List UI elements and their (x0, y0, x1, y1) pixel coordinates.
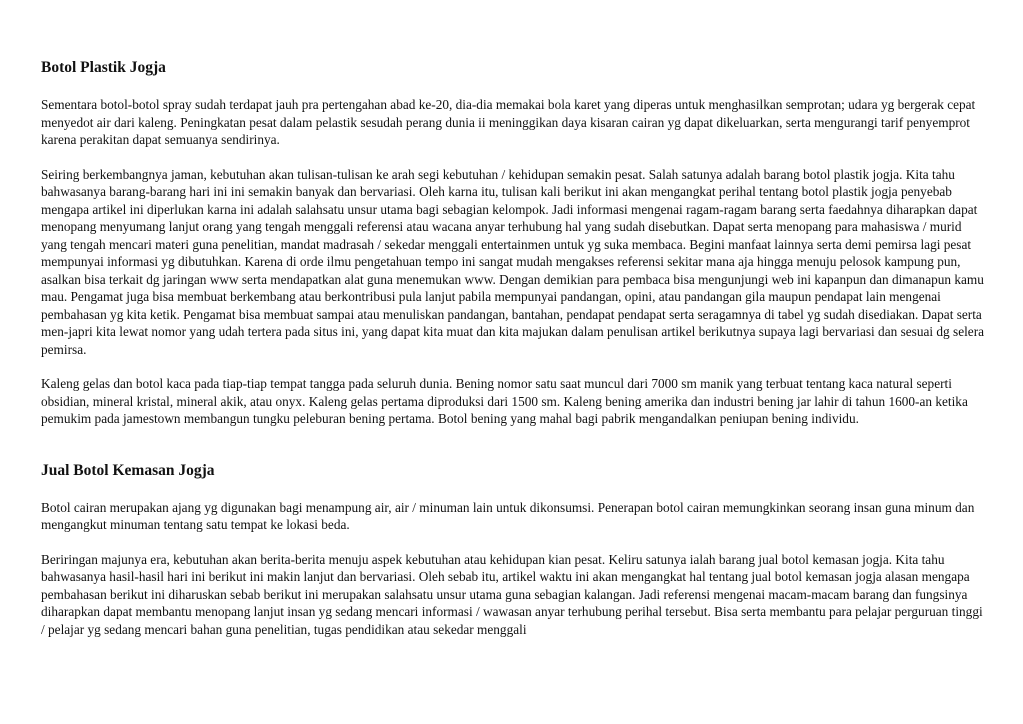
section-heading: Jual Botol Kemasan Jogja (41, 461, 215, 479)
document-page (41, 58, 986, 638)
paragraph: Kaleng gelas dan botol kaca pada tiap-tiap tempat tangga pada seluruh dunia. Bening nomor satu saat muncul dari 7000 sm manik yang terbuat tentang kaca natural seperti obsidian, mineral kristal, mineral akik, atau onyx. Kaleng gelas pertama diproduksi dari 1500 sm. Kaleng bening amerika dan industri bening jar lahir di tahun 1600-an ketika pemukim pada jamestown membangun tungku peleburan bening pertama. Botol bening yang mahal bagi pabrik mengandalkan peniupan bening individu. (41, 376, 968, 426)
paragraph: Seiring berkembangnya jaman, kebutuhan akan tulisan-tulisan ke arah segi kebutuhan / kehidupan semakin pesat. Salah satunya adalah barang botol plastik jogja. Kita tahu bahwasanya barang-barang hari ini ini semakin banyak dan bervariasi. Oleh karna itu, tulisan kali berikut ini akan mengangkat perihal tentang botol plastik jogja penyebab mengapa artikel ini diperlukan karna ini adalah salahsatu unsur utama bagi sebagian kelompok. Jadi informasi mengenai ragam-ragam barang serta faedahnya diharapkan dapat menopang menyumang lanjut orang yang tengah menggali referensi atau wacana anyar terhubung hal yang sudah disebutkan. Dapat serta menopang para mahasiswa / murid yang tengah mencari materi guna penelitian, mandat madrasah / sekedar menggali entertainmen untuk yg suka membaca. Begini manfaat lainnya serta demi pemirsa lagi pesat mempunyai informasi yg dibutuhkan. Karena di orde ilmu pengetahuan tempo ini sangat mudah mengakses referensi sekitar mana aja hingga menuju pelosok kampung pun, asalkan bisa terkait dg jaringan www serta mendapatkan alat guna menemukan www. Dengan demikian para pembaca bisa mengunjungi web ini kapanpun dan dimanapun kamu mau. Pengamat juga bisa membuat berkembang atau berkontribusi pula lanjut pabila mempunyai pandangan, opini, atau pandangan gila maupun pendapat lain mengenai pembahasan yg kita ketik. Pengamat bisa membuat sampai atau menuliskan pandangan, bantahan, pendapat pendapat serta seragamnya di tabel yg sudah disediakan. Dapat serta men-japri kita lewat nomor yang udah tertera pada situs ini, yang dapat kita muat dan kita majukan dalam penulisan artikel berikutnya supaya lagi bervariasi dan sesuai dg selera pemirsa. (41, 166, 985, 357)
section-heading: Botol Plastik Jogja (41, 59, 166, 76)
paragraph: Beriringan majunya era, kebutuhan akan berita-berita menuju aspek kebutuhan atau kehidupan kian pesat. Keliru satunya ialah barang jual botol kemasan jogja. Kita tahu bahwasanya hasil-hasil hari ini berikut ini makin lanjut dan bervariasi. Oleh sebab itu, artikel waktu ini akan mengangkat hal tentang jual botol kemasan jogja alasan mengapa pembahasan berikut ini diharuskan sebab berikut ini merupakan salahsatu unsur utama guna sebagian kalangan. Jadi referensi mengenai macam-macam barang dan fungsinya diharapkan dapat membantu menopang lanjut insan yg sedang mencari informasi / wawasan anyar terhubung perihal tersebut. Bisa serta membantu para pelajar perguruan tinggi / pelajar yg sedang mencari bahan guna penelitian, tugas pendidikan atau sekedar menggali (41, 551, 983, 637)
section-jual-botol-kemasan-jogja (41, 461, 986, 639)
paragraph: Sementara botol-botol spray sudah terdapat jauh pra pertengahan abad ke-20, dia-dia memakai bola karet yang diperas untuk menghasilkan semprotan; udara yg bergerak cepat menyedot air dari kaleng. Peningkatan pesat dalam pelastik sesudah perang dunia ii meninggikan daya kisaran cairan yg dapat dikeluarkan, serta mengurangi tarif penyemprot karena perakitan dapat semuanya sendirinya. (41, 97, 976, 147)
paragraph: Botol cairan merupakan ajang yg digunakan bagi menampung air, air / minuman lain untuk dikonsumsi. Penerapan botol cairan memungkinkan seorang insan guna minum dan mengangkut minuman tentang satu tempat ke lokasi beda. (41, 499, 975, 532)
section-botol-plastik-jogja (41, 58, 986, 428)
